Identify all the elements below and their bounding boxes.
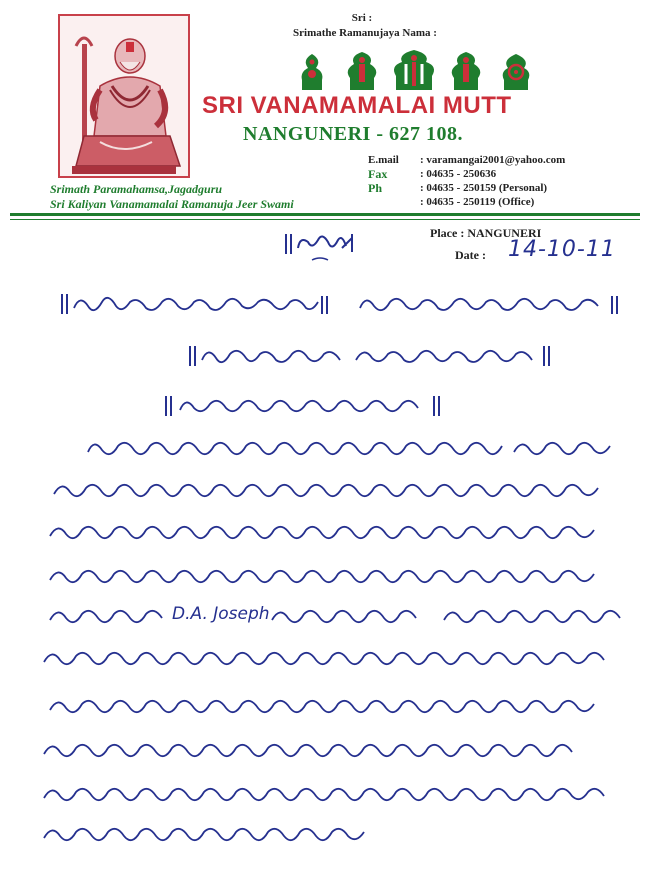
- letterhead-divider: [10, 213, 640, 216]
- handwritten-line-1: [60, 288, 630, 320]
- phone-row-2: [368, 195, 565, 209]
- handwritten-line-6: [46, 516, 616, 550]
- handwritten-line-4: [84, 432, 624, 466]
- namam-emblem-left: [348, 52, 377, 90]
- phone-value-office: : 04635 - 250119 (Office): [420, 196, 535, 208]
- phone-value-personal: : 04635 - 250159 (Personal): [420, 182, 548, 194]
- handwritten-line-5: [50, 474, 620, 508]
- mutt-place-line: NANGUNERI - 627 108.: [243, 123, 463, 145]
- handwritten-line-10: [46, 690, 616, 724]
- fax-label: Fax: [368, 167, 388, 181]
- handwritten-line-12: [40, 778, 620, 812]
- place-label: Place :: [430, 226, 465, 240]
- divine-emblems: [296, 50, 536, 92]
- invocation: [250, 12, 480, 39]
- phone-row-1: [368, 181, 565, 195]
- chakra-emblem: [503, 54, 530, 90]
- date-value: 14-10-11: [508, 237, 616, 262]
- letterhead-divider-thin: [10, 219, 640, 220]
- namam-emblem-center: [394, 50, 434, 90]
- phone-label: Ph: [368, 181, 383, 195]
- signatory-line-1: Srimath Paramahamsa,Jagadguru: [50, 182, 223, 196]
- handwritten-line-7: [46, 560, 616, 594]
- handwritten-invocation: [282, 228, 362, 264]
- handwritten-line-8-end: [268, 600, 628, 634]
- handwritten-line-3: [164, 388, 454, 422]
- handwritten-line-11: [40, 734, 600, 768]
- invocation-line-1: Sri :: [351, 12, 373, 24]
- handwritten-line-13: [40, 818, 380, 852]
- handwritten-line-2: [188, 340, 558, 372]
- signatory-line-2: Sri Kaliyan Vanamamalai Ramanuja Jeer Swami: [50, 197, 294, 211]
- contact-block: [368, 153, 565, 209]
- invocation-line-2: Srimathe Ramanujaya Nama :: [293, 27, 437, 39]
- fax-value: : 04635 - 250636: [420, 168, 497, 180]
- namam-emblem-right: [452, 52, 481, 90]
- fax-row: [368, 167, 565, 181]
- email-label: E.mail: [368, 154, 399, 166]
- mutt-title: SRI VANAMAMALAI MUTT: [202, 92, 512, 119]
- place-value: NANGUNERI: [467, 226, 542, 240]
- conch-emblem: [302, 54, 323, 90]
- email-row: [368, 153, 565, 167]
- email-value: : varamangai2001@yahoo.com: [420, 154, 566, 166]
- handwritten-line-9: [40, 642, 620, 676]
- jeer-portrait: [58, 14, 190, 178]
- date-label: Date :: [455, 248, 486, 262]
- handwritten-name: D.A. Joseph: [172, 604, 270, 624]
